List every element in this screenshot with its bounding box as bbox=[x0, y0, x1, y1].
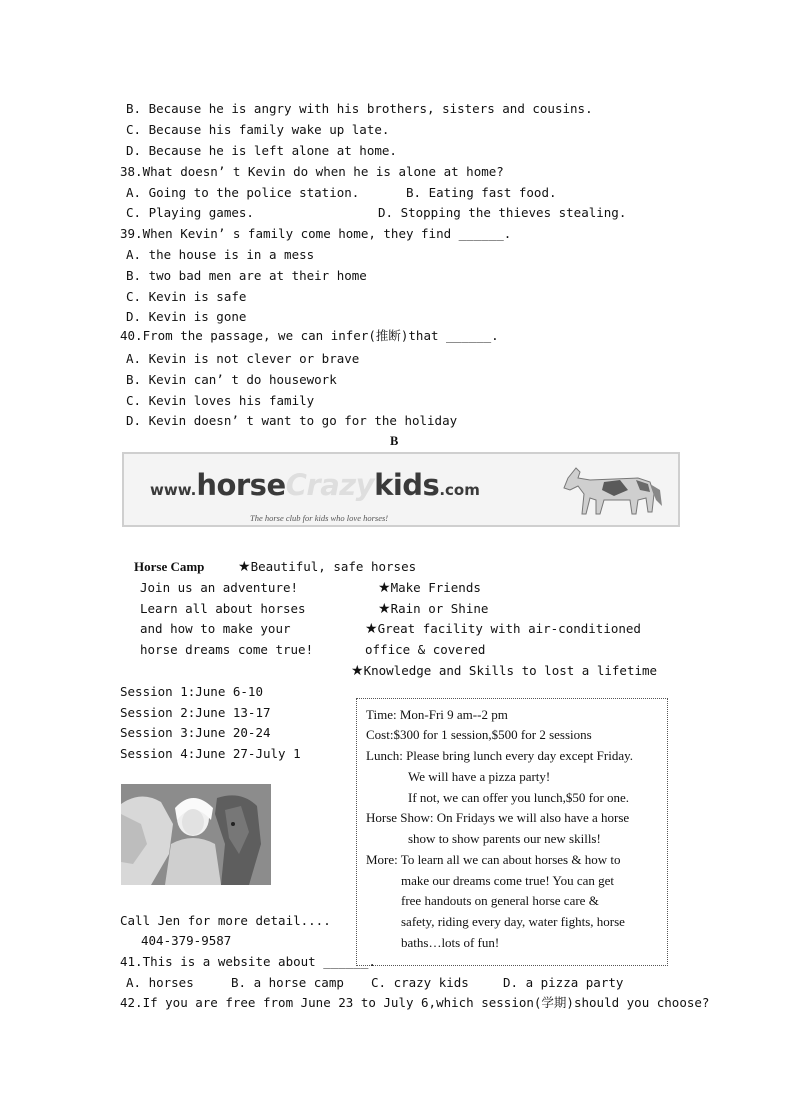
session-1: Session 1:June 6-10 bbox=[120, 684, 263, 699]
q39-option-c: C. Kevin is safe bbox=[126, 289, 247, 304]
q38-option-c: C. Playing games. bbox=[126, 205, 254, 220]
q41-option-d: D. a pizza party bbox=[503, 975, 624, 990]
q38-option-a: A. Going to the police station. bbox=[126, 185, 360, 200]
banner-url-suffix: .com bbox=[439, 481, 480, 499]
star-icon: ★ bbox=[351, 663, 364, 679]
info-cost: Cost:$300 for 1 session,$500 for 2 sessions bbox=[366, 727, 592, 742]
q39-option-b: B. two bad men are at their home bbox=[126, 268, 367, 283]
banner-tagline: The horse club for kids who love horses! bbox=[250, 513, 389, 523]
info-lunch: Lunch: Please bring lunch every day except Friday. bbox=[366, 748, 634, 763]
q39-option-d: D. Kevin is gone bbox=[126, 309, 247, 324]
q40-option-a: A. Kevin is not clever or brave bbox=[126, 351, 360, 366]
info-lunch-2: We will have a pizza party! bbox=[408, 769, 551, 784]
contact-phone: 404-379-9587 bbox=[141, 933, 232, 948]
feature-rain-or-shine bbox=[378, 601, 488, 617]
q37-option-c: C. Because his family wake up late. bbox=[126, 122, 390, 137]
session-3: Session 3:June 20-24 bbox=[120, 725, 271, 740]
q42-question: 42.If you are free from June 23 to July 6,which session(学期)should you choose? bbox=[120, 995, 710, 1010]
feature-safe-horses bbox=[238, 559, 416, 575]
star-icon: ★ bbox=[238, 559, 251, 575]
banner-url-horse: horse bbox=[196, 468, 286, 502]
camp-intro-line-4: horse dreams come true! bbox=[140, 642, 314, 657]
camp-intro-line-1: Join us an adventure! bbox=[140, 580, 299, 595]
feature-text: Rain or Shine bbox=[390, 601, 489, 616]
feature-facility-cont: office & covered bbox=[365, 642, 486, 657]
session-2: Session 2:June 13-17 bbox=[120, 705, 271, 720]
feature-knowledge bbox=[351, 663, 657, 679]
feature-make-friends bbox=[378, 580, 481, 596]
banner-url-crazy: Crazy bbox=[285, 468, 375, 502]
camp-intro-line-3: and how to make your bbox=[140, 621, 291, 636]
q38-question: 38.What doesn’ t Kevin do when he is alone at home? bbox=[120, 164, 504, 179]
q39-option-a: A. the house is in a mess bbox=[126, 247, 315, 262]
q37-option-b: B. Because he is angry with his brothers, sisters and cousins. bbox=[126, 101, 593, 116]
star-icon: ★ bbox=[378, 580, 391, 596]
q41-option-c: C. crazy kids bbox=[371, 975, 469, 990]
camp-intro-line-2: Learn all about horses bbox=[140, 601, 306, 616]
info-horse-show: Horse Show: On Fridays we will also have a horse bbox=[366, 810, 630, 825]
q38-option-d: D. Stopping the thieves stealing. bbox=[378, 205, 627, 220]
banner-url-kids: kids bbox=[374, 468, 440, 502]
star-icon: ★ bbox=[365, 621, 378, 637]
feature-text: Beautiful, safe horses bbox=[250, 559, 417, 574]
q41-option-a: A. horses bbox=[126, 975, 194, 990]
q39-question: 39.When Kevin’ s family come home, they find ______. bbox=[120, 226, 512, 241]
q41-question: 41.This is a website about ______. bbox=[120, 954, 376, 969]
website-banner bbox=[122, 452, 680, 527]
q40-option-b: B. Kevin can’ t do housework bbox=[126, 372, 337, 387]
feature-text: Great facility with air-conditioned bbox=[377, 621, 641, 636]
girl-with-horses-photo bbox=[121, 784, 271, 885]
info-horse-show-2: show to show parents our new skills! bbox=[408, 831, 601, 846]
q40-option-d: D. Kevin doesn’ t want to go for the holiday bbox=[126, 413, 458, 428]
session-4: Session 4:June 27-July 1 bbox=[120, 746, 301, 761]
contact-text: Call Jen for more detail.... bbox=[120, 913, 331, 928]
q40-question: 40.From the passage, we can infer(推断)that ______. bbox=[120, 328, 499, 343]
info-more-3: free handouts on general horse care & bbox=[401, 893, 599, 908]
feature-text: Make Friends bbox=[390, 580, 481, 595]
feature-facility bbox=[365, 621, 641, 637]
feature-text: Knowledge and Skills to lost a lifetime bbox=[363, 663, 658, 678]
q40-option-c: C. Kevin loves his family bbox=[126, 393, 315, 408]
q41-option-b: B. a horse camp bbox=[231, 975, 344, 990]
info-lunch-3: If not, we can offer you lunch,$50 for one. bbox=[408, 790, 630, 805]
horse-image bbox=[550, 460, 668, 520]
q37-option-d: D. Because he is left alone at home. bbox=[126, 143, 397, 158]
banner-url-prefix: www. bbox=[150, 481, 197, 499]
info-more: More: To learn all we can about horses & how to bbox=[366, 852, 621, 867]
section-label: B bbox=[390, 434, 399, 448]
info-time: Time: Mon-Fri 9 am--2 pm bbox=[366, 707, 508, 722]
star-icon: ★ bbox=[378, 601, 391, 617]
camp-info-box bbox=[356, 698, 668, 966]
camp-title: Horse Camp bbox=[134, 559, 205, 574]
q38-option-b: B. Eating fast food. bbox=[406, 185, 557, 200]
banner-url bbox=[150, 468, 480, 502]
info-more-5: baths…lots of fun! bbox=[401, 935, 500, 950]
info-more-4: safety, riding every day, water fights, horse bbox=[401, 914, 625, 929]
info-more-2: make our dreams come true! You can get bbox=[401, 873, 614, 888]
